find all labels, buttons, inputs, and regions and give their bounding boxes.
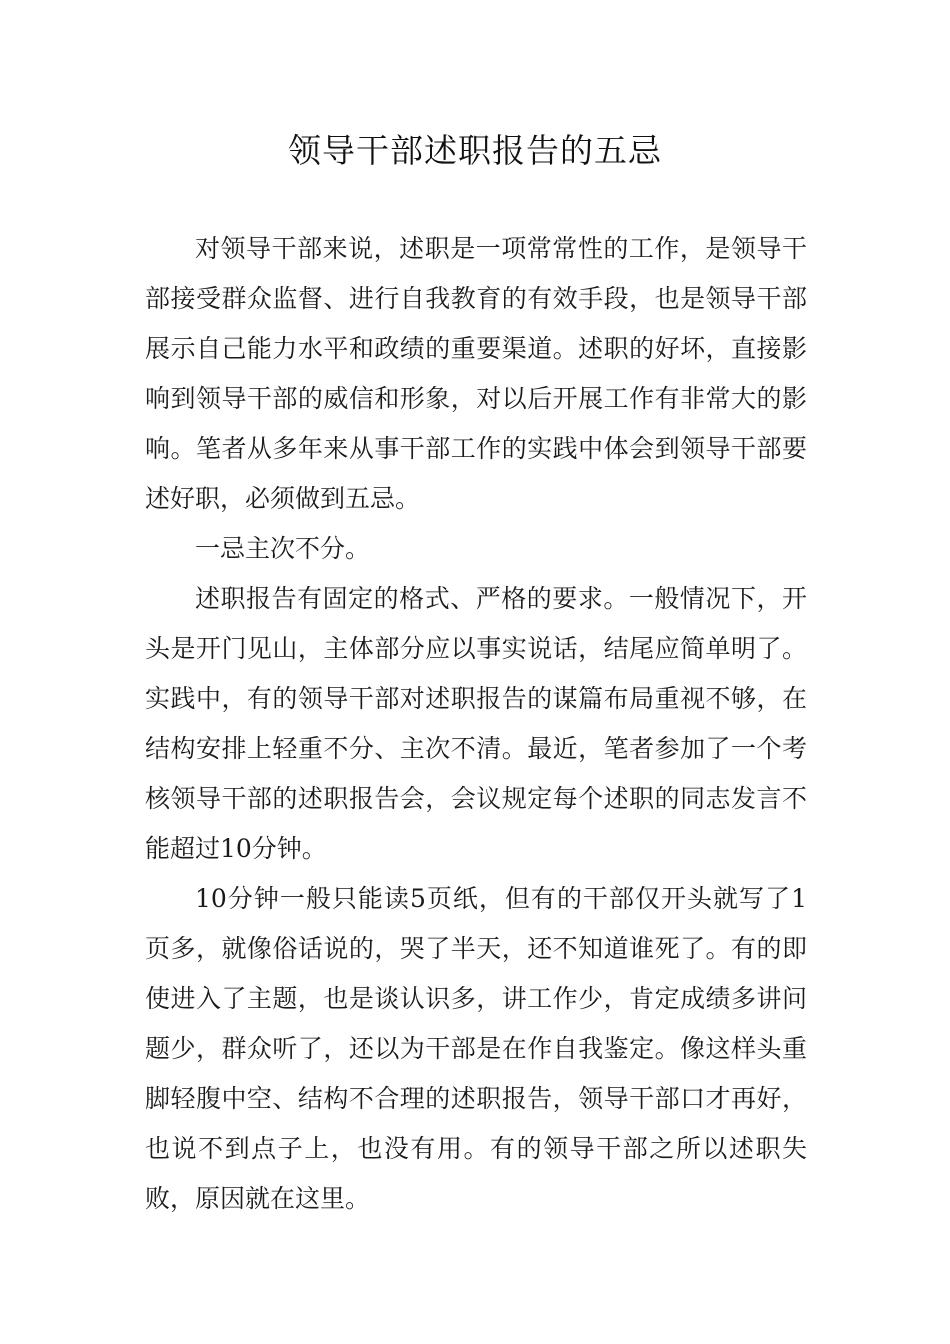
paragraph-ten-minutes: 10分钟一般只能读5页纸，但有的干部仅开头就写了1页多，就像俗话说的，哭了半天，还不知道谁死了。有的即使进入了主题，也是谈认识多，讲工作少，肯定成绩多讲问题少，群众听了，还以为干部是在作自我鉴定。像这样头重脚轻腹中空、结构不合理的述职报告，领导干部口才再好，也说不到点子上，也没有用。有的领导干部之所以述职失败，原因就在这里。 bbox=[145, 884, 807, 1213]
paragraph-intro: 对领导干部来说，述职是一项常常性的工作，是领导干部接受群众监督、进行自我教育的有效手段，也是领导干部展示自己能力水平和政绩的重要渠道。述职的好坏，直接影响到领导干部的威信和形象，对以后开展工作有非常大的影响。笔者从多年来从事干部工作的实践中体会到领导干部要述好职，必须做到五忌。 bbox=[145, 234, 807, 513]
paragraph-first-taboo-heading: 一忌主次不分。 bbox=[195, 534, 371, 563]
document-title: 领导干部述职报告的五忌 bbox=[288, 131, 662, 170]
document-body bbox=[145, 224, 807, 1224]
paragraph-report-structure: 述职报告有固定的格式、严格的要求。一般情况下，开头是开门见山，主体部分应以事实说话，结尾应简单明了。实践中，有的领导干部对述职报告的谋篇布局重视不够，在结构安排上轻重不分、主次不清。最近，笔者参加了一个考核领导干部的述职报告会，会议规定每个述职的同志发言不能超过10分钟。 bbox=[145, 584, 807, 863]
